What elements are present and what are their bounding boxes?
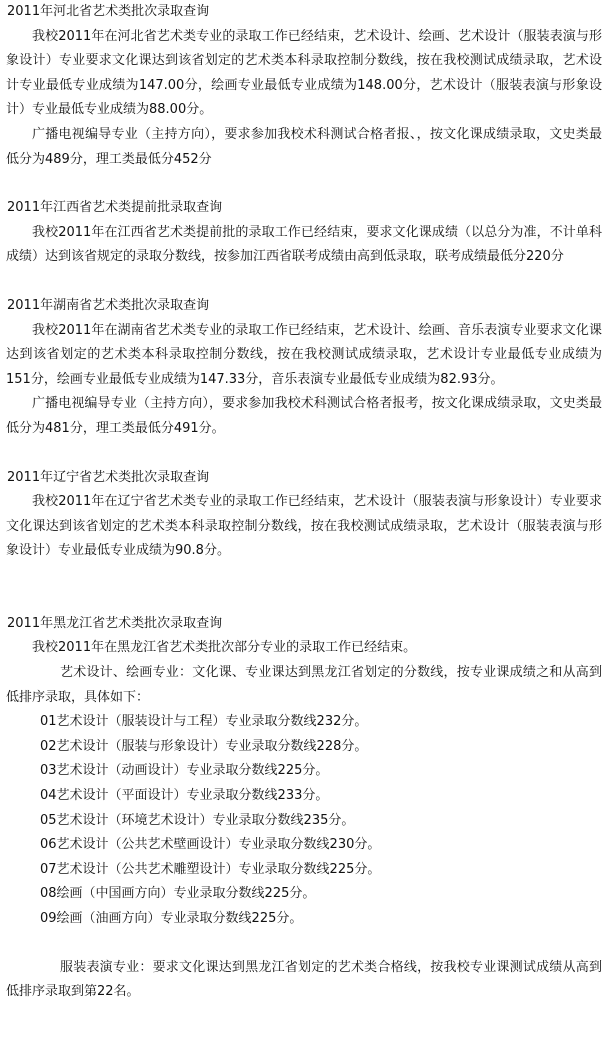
section-title: 2011年辽宁省艺术类批次录取查询: [7, 469, 210, 485]
list-item: 04艺术设计（平面设计）专业录取分数线233分。: [40, 788, 329, 804]
list-item: 01艺术设计（服装设计与工程）专业录取分数线232分。: [40, 714, 368, 730]
spacer: [6, 172, 602, 196]
section-jiangxi: [6, 196, 602, 270]
section-heilongjiang: [6, 612, 602, 1005]
list-item: 06艺术设计（公共艺术壁画设计）专业录取分数线230分。: [40, 837, 381, 853]
paragraph: 我校2011年在河北省艺术类专业的录取工作已经结束，艺术设计、绘画、艺术设计（服装表演与形象设计）专业要求文化课达到该省划定的艺术类本科录取控制分数线，按在我校测试成绩录取，艺术设计专业最低专业成绩为147.00分，绘画专业最低专业成绩为148.00分，艺术设计（服装表演与形象设计）专业最低专业成绩为88.00分。: [6, 28, 602, 118]
paragraph: 广播电视编导专业（主持方向），要求参加我校术科测试合格者报考，按文化课成绩录取，文史类最低分为481分，理工类最低分491分。: [6, 396, 602, 436]
list-item: 08绘画（中国画方向）专业录取分数线225分。: [40, 886, 316, 902]
paragraph: 我校2011年在黑龙江省艺术类批次部分专业的录取工作已经结束。: [32, 640, 417, 656]
spacer: [6, 270, 602, 294]
section-hunan: [6, 294, 602, 442]
list-item: 09绘画（油画方向）专业录取分数线225分。: [40, 911, 303, 926]
section-hebei: [6, 0, 602, 172]
section-title: 2011年黑龙江省艺术类批次录取查询: [7, 615, 223, 631]
paragraph: 广播电视编导专业（主持方向），要求参加我校术科测试合格者报、，按文化课成绩录取，文史类最低分为489分，理工类最低分452分: [6, 126, 602, 167]
paragraph: 我校2011年在湖南省艺术类专业的录取工作已经结束，艺术设计、绘画、音乐表演专业要求文化课达到该省划定的艺术类本科录取控制分数线，按在我校测试成绩录取，艺术设计专业最低专业成绩为151分，绘画专业最低专业成绩为147.33分，音乐表演专业最低专业成绩为82.93分。: [6, 322, 602, 387]
list-item: 05艺术设计（环境艺术设计）专业录取分数线235分。: [40, 812, 355, 828]
list-item: 02艺术设计（服装与形象设计）专业录取分数线228分。: [40, 738, 368, 754]
list-item: 03艺术设计（动画设计）专业录取分数线225分。: [40, 763, 329, 779]
spacer: [6, 932, 602, 956]
section-liaoning: [6, 466, 602, 564]
section-title: 2011年河北省艺术类批次录取查询: [7, 4, 210, 19]
paragraph: 我校2011年在辽宁省艺术类专业的录取工作已经结束，艺术设计（服装表演与形象设计）专业要求文化课达到该省划定的艺术类本科录取控制分数线，按在我校测试成绩录取，艺术设计（服装表演与形象设计）专业最低专业成绩为90.8分。: [6, 494, 602, 559]
list-item: 07艺术设计（公共艺术雕塑设计）专业录取分数线225分。: [40, 861, 381, 877]
section-title: 2011年湖南省艺术类批次录取查询: [7, 297, 210, 313]
paragraph: 艺术设计、绘画专业：文化课、专业课达到黑龙江省划定的分数线，按专业课成绩之和从高到低排序录取，具体如下：: [6, 665, 602, 705]
paragraph: 服装表演专业：要求文化课达到黑龙江省划定的艺术类合格线，按我校专业课测试成绩从高到低排序录取到第22名。: [6, 959, 602, 1000]
section-title: 2011年江西省艺术类提前批录取查询: [7, 200, 223, 216]
paragraph: 我校2011年在江西省艺术类提前批的录取工作已经结束，要求文化课成绩（以总分为准，不计单科成绩）达到该省规定的录取分数线，按参加江西省联考成绩由高到低录取，联考成绩最低分220分: [6, 224, 602, 265]
spacer: [6, 564, 602, 612]
spacer: [6, 442, 602, 466]
